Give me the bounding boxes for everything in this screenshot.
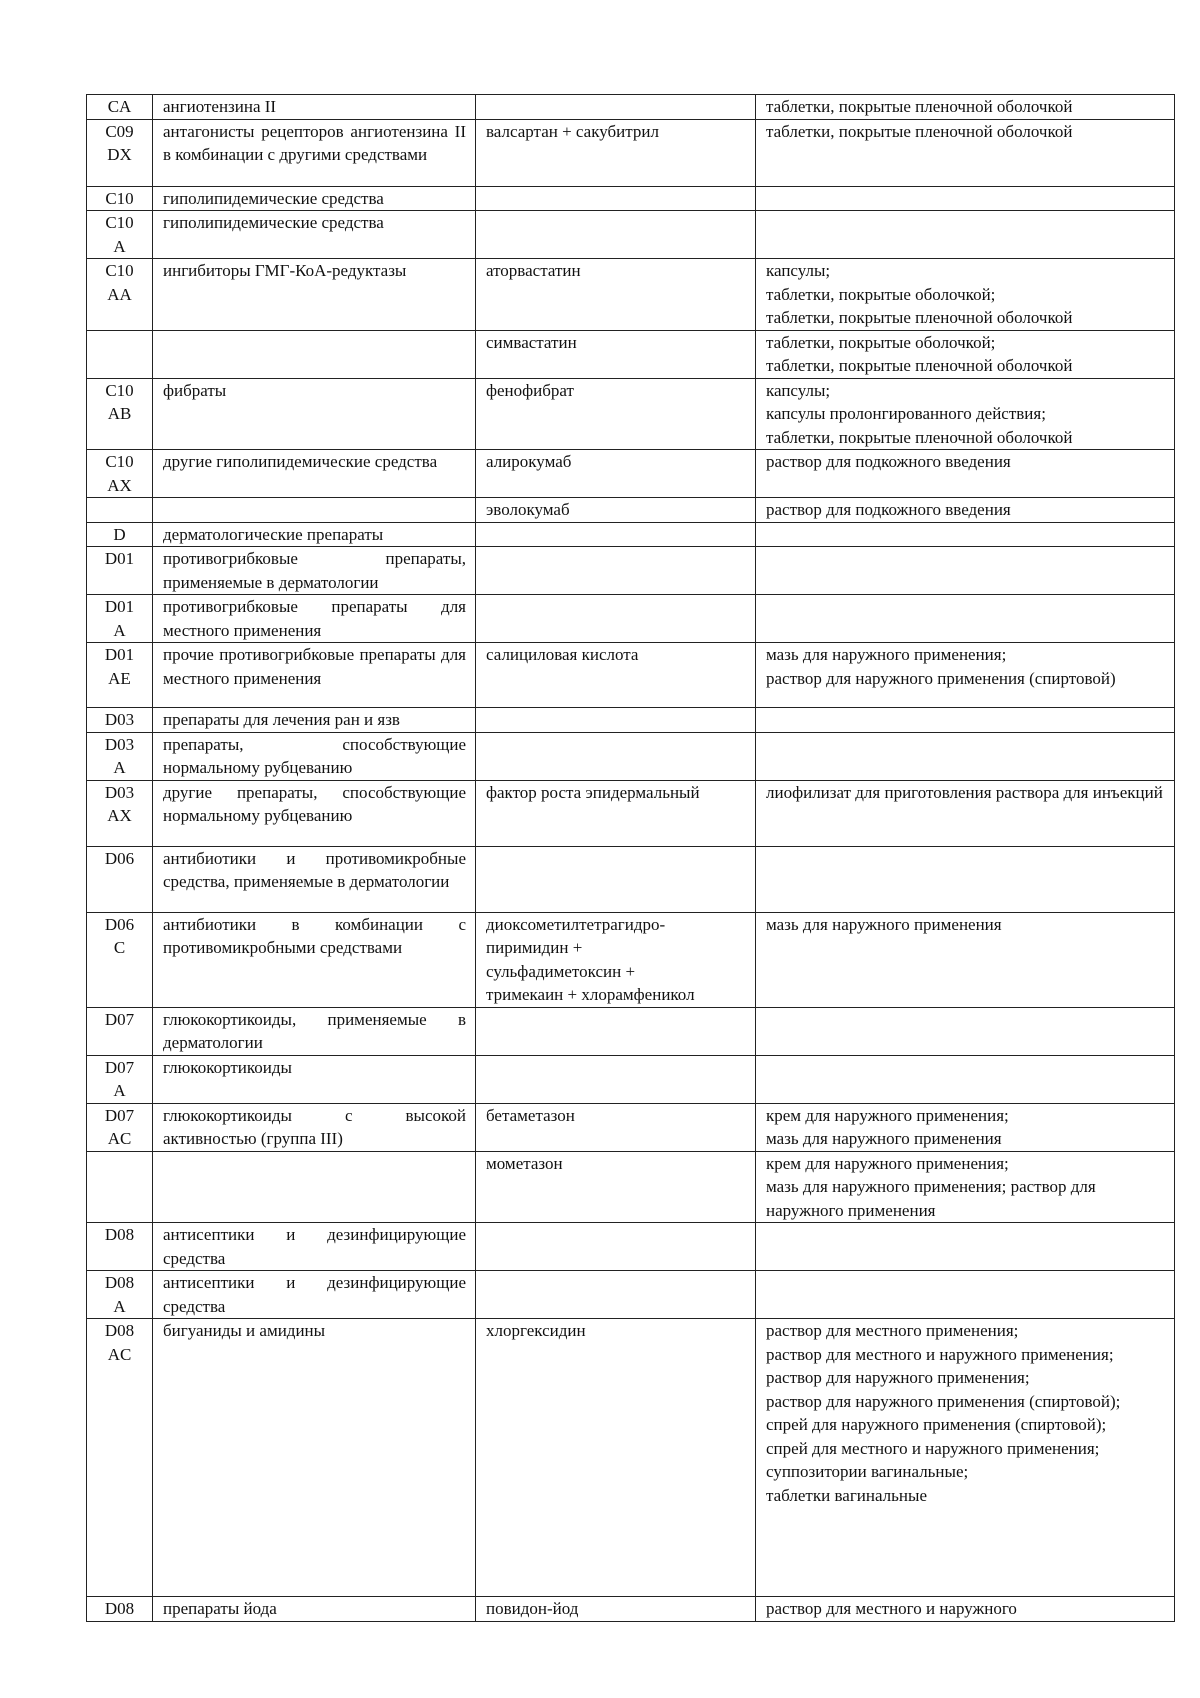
drug-name-cell [476, 522, 756, 547]
table-row [87, 378, 1175, 450]
group-name-cell: антисептики и дезинфицирующие средства [153, 1271, 476, 1319]
drug-name-cell [476, 595, 756, 643]
dosage-form-cell [756, 547, 1175, 595]
group-name-cell: препараты для лечения ран и язв [153, 708, 476, 733]
atc-code-cell: D03 AX [87, 780, 153, 846]
table-row [87, 780, 1175, 846]
atc-code-cell: D01 AE [87, 643, 153, 708]
atc-code-cell: D07 [87, 1007, 153, 1055]
atc-code-cell: C10 AA [87, 259, 153, 331]
table-row [87, 1271, 1175, 1319]
table-row [87, 1223, 1175, 1271]
drug-name-cell: бетаметазон [476, 1103, 756, 1151]
table-row [87, 95, 1175, 120]
atc-code-cell [87, 330, 153, 378]
atc-code-cell: D03 A [87, 732, 153, 780]
group-name-cell: дерматологические препараты [153, 522, 476, 547]
group-name-cell: антибиотики и противомикробные средства, применяемые в дерматологии [153, 846, 476, 912]
group-name-cell [153, 1151, 476, 1223]
dosage-form-cell [756, 1271, 1175, 1319]
atc-code-cell [87, 1151, 153, 1223]
drug-name-cell [476, 732, 756, 780]
drug-name-cell: аторвастатин [476, 259, 756, 331]
drug-name-cell [476, 846, 756, 912]
drug-name-cell [476, 1007, 756, 1055]
dosage-form-cell: раствор для подкожного введения [756, 498, 1175, 523]
dosage-form-cell: мазь для наружного применения; раствор для наружного применения (спиртовой) [756, 643, 1175, 708]
atc-code-cell: D06 [87, 846, 153, 912]
drug-name-cell: диоксометилтетрагидро- пиримидин + сульфадиметоксин + тримекаин + хлорамфеникол [476, 912, 756, 1007]
group-name-cell: фибраты [153, 378, 476, 450]
atc-code-cell: D08 [87, 1597, 153, 1622]
dosage-form-cell [756, 211, 1175, 259]
table-row [87, 1007, 1175, 1055]
drug-name-cell: алирокумаб [476, 450, 756, 498]
dosage-form-cell: таблетки, покрытые пленочной оболочкой [756, 119, 1175, 186]
table-row [87, 498, 1175, 523]
atc-code-cell: D01 [87, 547, 153, 595]
drug-name-cell: мометазон [476, 1151, 756, 1223]
drug-name-cell [476, 708, 756, 733]
group-name-cell: препараты, способствующие нормальному рубцеванию [153, 732, 476, 780]
atc-code-cell: D01 A [87, 595, 153, 643]
atc-code-cell: C09 DX [87, 119, 153, 186]
group-name-cell: ингибиторы ГМГ-КоА-редуктазы [153, 259, 476, 331]
atc-code-cell: CA [87, 95, 153, 120]
dosage-form-cell: крем для наружного применения; мазь для наружного применения [756, 1103, 1175, 1151]
dosage-form-cell: раствор для местного применения; раствор для местного и наружного применения; раствор для наружного применения; раствор для наружного применения (спиртовой); спрей для наружного применения (спиртовой); спрей для местного и наружного применения; суппозитории вагинальные; таблетки вагинальные [756, 1319, 1175, 1597]
table-row [87, 846, 1175, 912]
dosage-form-cell [756, 522, 1175, 547]
group-name-cell: антисептики и дезинфицирующие средства [153, 1223, 476, 1271]
drug-name-cell: фактор роста эпидермальный [476, 780, 756, 846]
drug-table [86, 94, 1175, 1622]
dosage-form-cell: крем для наружного применения; мазь для наружного применения; раствор для наружного применения [756, 1151, 1175, 1223]
table-row [87, 259, 1175, 331]
drug-name-cell [476, 1055, 756, 1103]
atc-code-cell: D [87, 522, 153, 547]
dosage-form-cell [756, 186, 1175, 211]
dosage-form-cell [756, 846, 1175, 912]
drug-name-cell: эволокумаб [476, 498, 756, 523]
group-name-cell: гиполипидемические средства [153, 211, 476, 259]
dosage-form-cell: мазь для наружного применения [756, 912, 1175, 1007]
atc-code-cell: D08 AC [87, 1319, 153, 1597]
group-name-cell: прочие противогрибковые препараты для местного применения [153, 643, 476, 708]
drug-name-cell: валсартан + сакубитрил [476, 119, 756, 186]
drug-name-cell: салициловая кислота [476, 643, 756, 708]
drug-name-cell: фенофибрат [476, 378, 756, 450]
drug-name-cell [476, 95, 756, 120]
drug-name-cell: хлоргексидин [476, 1319, 756, 1597]
atc-code-cell: C10 [87, 186, 153, 211]
table-row [87, 1055, 1175, 1103]
table-row [87, 450, 1175, 498]
table-row [87, 643, 1175, 708]
atc-code-cell: D08 [87, 1223, 153, 1271]
table-row [87, 1103, 1175, 1151]
drug-name-cell [476, 1271, 756, 1319]
atc-code-cell: C10 A [87, 211, 153, 259]
dosage-form-cell: раствор для подкожного введения [756, 450, 1175, 498]
group-name-cell [153, 498, 476, 523]
group-name-cell: ангиотензина II [153, 95, 476, 120]
dosage-form-cell [756, 708, 1175, 733]
table-row [87, 547, 1175, 595]
dosage-form-cell: капсулы; капсулы пролонгированного действия; таблетки, покрытые пленочной оболочкой [756, 378, 1175, 450]
group-name-cell: бигуаниды и амидины [153, 1319, 476, 1597]
atc-code-cell: D07 A [87, 1055, 153, 1103]
atc-code-cell: C10 AB [87, 378, 153, 450]
drug-name-cell [476, 211, 756, 259]
group-name-cell: препараты йода [153, 1597, 476, 1622]
dosage-form-cell [756, 1007, 1175, 1055]
dosage-form-cell: таблетки, покрытые пленочной оболочкой [756, 95, 1175, 120]
atc-code-cell: D06 C [87, 912, 153, 1007]
table-row [87, 595, 1175, 643]
group-name-cell: глюкокортикоиды, применяемые в дерматологии [153, 1007, 476, 1055]
drug-name-cell [476, 186, 756, 211]
group-name-cell: другие гиполипидемические средства [153, 450, 476, 498]
group-name-cell: другие препараты, способствующие нормальному рубцеванию [153, 780, 476, 846]
group-name-cell: противогрибковые препараты, применяемые в дерматологии [153, 547, 476, 595]
drug-name-cell [476, 547, 756, 595]
group-name-cell: антагонисты рецепторов ангиотензина II в комбинации с другими средствами [153, 119, 476, 186]
group-name-cell: противогрибковые препараты для местного применения [153, 595, 476, 643]
dosage-form-cell [756, 1223, 1175, 1271]
table-row [87, 119, 1175, 186]
dosage-form-cell: лиофилизат для приготовления раствора для инъекций [756, 780, 1175, 846]
group-name-cell [153, 330, 476, 378]
atc-code-cell: D08 A [87, 1271, 153, 1319]
table-row [87, 732, 1175, 780]
dosage-form-cell: капсулы; таблетки, покрытые оболочкой; таблетки, покрытые пленочной оболочкой [756, 259, 1175, 331]
dosage-form-cell [756, 1055, 1175, 1103]
group-name-cell: глюкокортикоиды с высокой активностью (группа III) [153, 1103, 476, 1151]
table-row [87, 1319, 1175, 1597]
table-row [87, 522, 1175, 547]
table-body [87, 95, 1175, 1622]
drug-name-cell: повидон-йод [476, 1597, 756, 1622]
dosage-form-cell [756, 595, 1175, 643]
drug-name-cell [476, 1223, 756, 1271]
table-row [87, 912, 1175, 1007]
atc-code-cell: D07 AC [87, 1103, 153, 1151]
atc-code-cell [87, 498, 153, 523]
atc-code-cell: C10 AX [87, 450, 153, 498]
table-row [87, 1151, 1175, 1223]
dosage-form-cell: раствор для местного и наружного [756, 1597, 1175, 1622]
table-row [87, 1597, 1175, 1622]
dosage-form-cell: таблетки, покрытые оболочкой; таблетки, покрытые пленочной оболочкой [756, 330, 1175, 378]
atc-code-cell: D03 [87, 708, 153, 733]
table-row [87, 211, 1175, 259]
dosage-form-cell [756, 732, 1175, 780]
table-row [87, 186, 1175, 211]
group-name-cell: гиполипидемические средства [153, 186, 476, 211]
table-row [87, 708, 1175, 733]
group-name-cell: глюкокортикоиды [153, 1055, 476, 1103]
table-row [87, 330, 1175, 378]
drug-name-cell: симвастатин [476, 330, 756, 378]
group-name-cell: антибиотики в комбинации с противомикробными средствами [153, 912, 476, 1007]
